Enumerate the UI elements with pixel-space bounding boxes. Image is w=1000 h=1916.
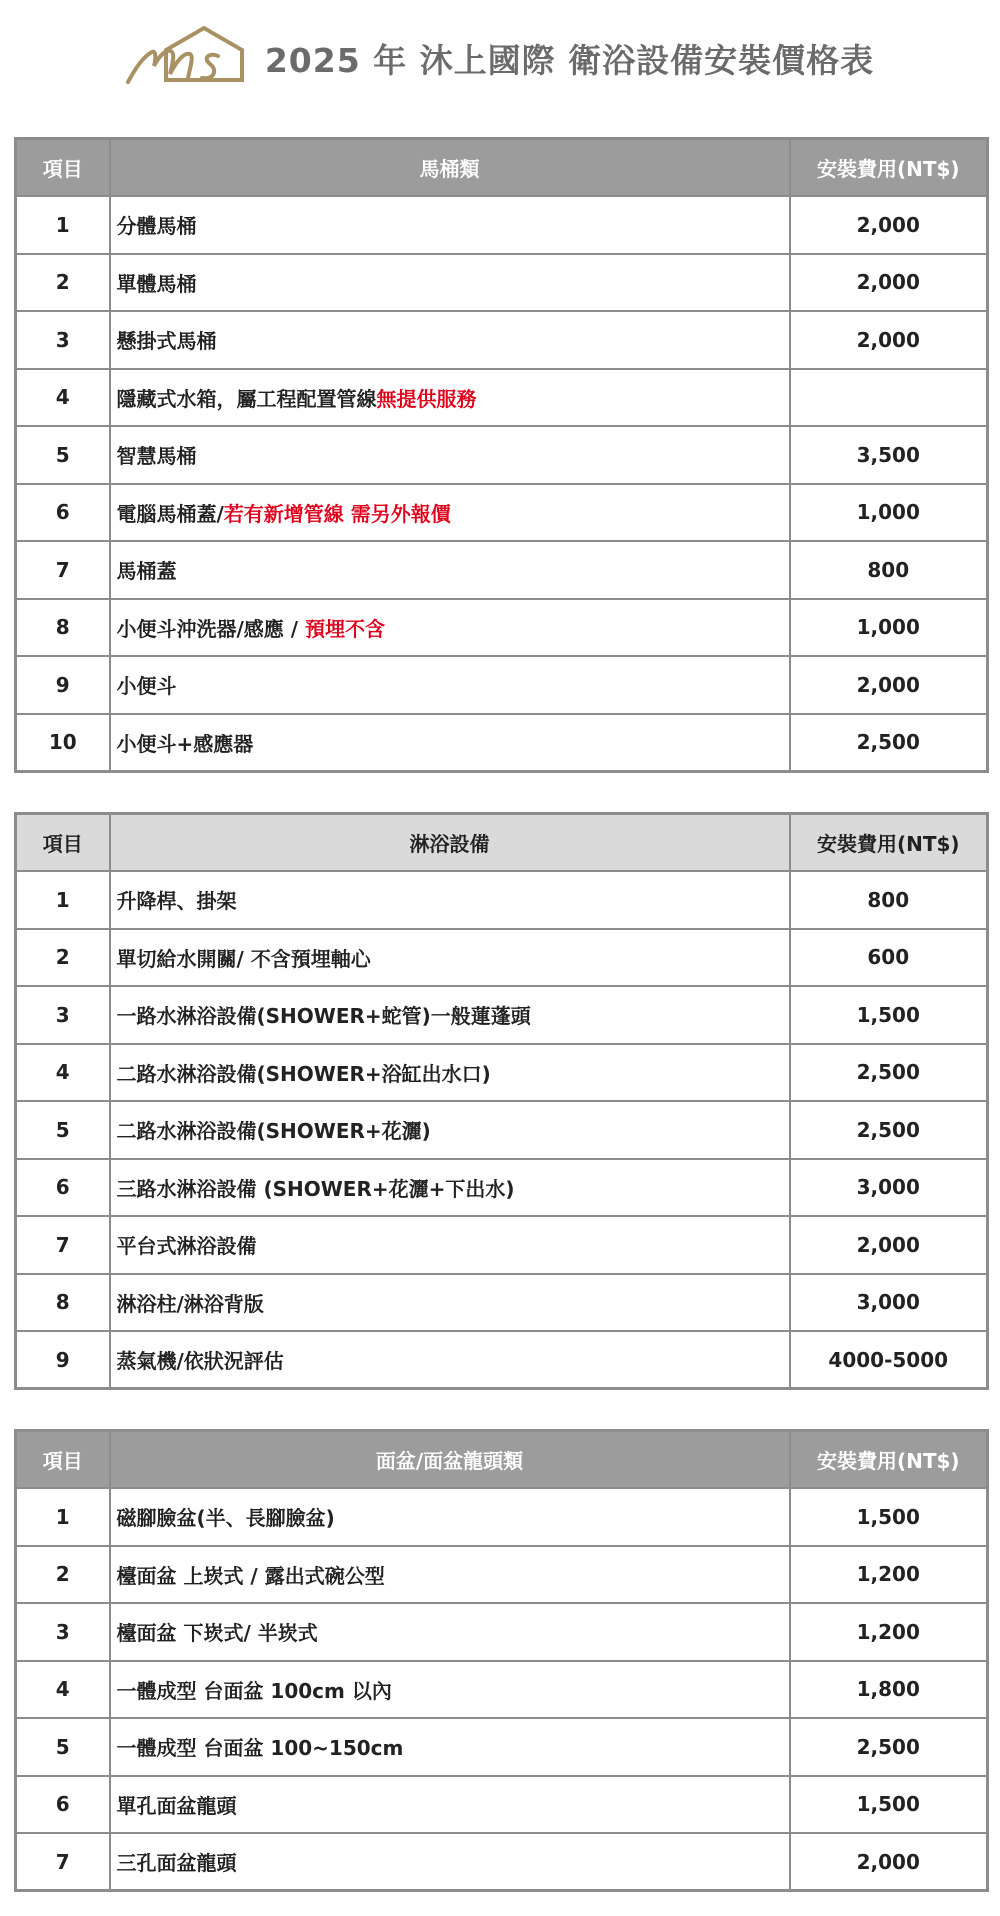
row-number: 7 [16,1833,110,1891]
table-row [16,369,988,427]
row-price: 3,000 [790,1159,988,1217]
row-item-name: 淋浴柱/淋浴背版 [110,1274,790,1332]
table-row [16,871,988,929]
row-number: 1 [16,196,110,254]
page-header [0,18,1000,98]
row-price: 1,000 [790,599,988,657]
row-number: 1 [16,871,110,929]
row-price: 2,000 [790,254,988,312]
col-header-fee: 安裝費用(NT$) [790,814,988,872]
row-number: 4 [16,1044,110,1102]
col-header-fee: 安裝費用(NT$) [790,139,988,197]
table-row [16,484,988,542]
row-number: 2 [16,1546,110,1604]
row-number: 6 [16,484,110,542]
row-price: 3,000 [790,1274,988,1332]
row-price: 1,500 [790,986,988,1044]
row-number: 7 [16,541,110,599]
item-name-text: 單體馬桶 [116,271,197,296]
row-item-name [110,656,790,714]
row-item-name [110,426,790,484]
table-row [16,1044,988,1102]
table-row [16,426,988,484]
table-row [16,1331,988,1389]
basin-price-table [14,1429,989,1892]
row-price: 3,500 [790,426,988,484]
table-row [16,1488,988,1546]
row-price: 4000-5000 [790,1331,988,1389]
table-row [16,714,988,772]
row-number: 9 [16,656,110,714]
row-number: 2 [16,254,110,312]
row-item-name [110,369,790,427]
row-price: 2,000 [790,311,988,369]
table-row [16,1274,988,1332]
table-row [16,599,988,657]
col-header-category: 面盆/面盆龍頭類 [110,1431,790,1489]
table-row [16,1159,988,1217]
item-name-text: 小便斗+感應器 [116,731,254,756]
row-item-name: 二路水淋浴設備(SHOWER+浴缸出水口) [110,1044,790,1102]
row-item-name: 平台式淋浴設備 [110,1216,790,1274]
row-item-name [110,714,790,772]
item-name-text: 隱藏式水箱，屬工程配置管線 [116,386,377,411]
table-row [16,986,988,1044]
toilet-price-table [14,137,989,773]
row-price: 1,800 [790,1661,988,1719]
item-name-text: 馬桶蓋 [116,559,177,584]
row-number: 8 [16,599,110,657]
row-number: 9 [16,1331,110,1389]
row-number: 1 [16,1488,110,1546]
row-number: 5 [16,426,110,484]
item-name-text: 懸掛式馬桶 [116,329,217,354]
row-price: 800 [790,541,988,599]
row-price: 600 [790,929,988,987]
row-price: 1,500 [790,1488,988,1546]
row-item-name: 磁腳臉盆(半、長腳臉盆) [110,1488,790,1546]
table-row [16,656,988,714]
row-number: 4 [16,1661,110,1719]
item-note-red: 預埋不含 [305,616,386,641]
row-item-name: 三孔面盆龍頭 [110,1833,790,1891]
row-number: 3 [16,986,110,1044]
table-row [16,1776,988,1834]
row-number: 3 [16,1603,110,1661]
row-price: 2,000 [790,1216,988,1274]
col-header-fee: 安裝費用(NT$) [790,1431,988,1489]
row-item-name: 一體成型 台面盆 100~150cm [110,1718,790,1776]
row-item-name: 檯面盆 上崁式 / 露出式碗公型 [110,1546,790,1604]
row-item-name: 單切給水開關/ 不含預埋軸心 [110,929,790,987]
row-number: 4 [16,369,110,427]
row-number: 10 [16,714,110,772]
col-header-category: 淋浴設備 [110,814,790,872]
row-price [790,369,988,427]
row-number: 6 [16,1159,110,1217]
table-row [16,196,988,254]
col-header-item: 項目 [16,814,110,872]
row-item-name [110,484,790,542]
item-name-text: 分體馬桶 [116,214,197,239]
row-item-name: 一路水淋浴設備(SHOWER+蛇管)一般蓮蓬頭 [110,986,790,1044]
table-row [16,1101,988,1159]
row-price: 1,500 [790,1776,988,1834]
table-row [16,1833,988,1891]
row-price: 2,000 [790,1833,988,1891]
ms-house-logo-icon [126,22,251,94]
row-price: 1,000 [790,484,988,542]
col-header-item: 項目 [16,1431,110,1489]
row-price: 2,000 [790,656,988,714]
item-note-red: 無提供服務 [376,386,477,411]
row-number: 5 [16,1718,110,1776]
row-item-name [110,311,790,369]
row-item-name: 二路水淋浴設備(SHOWER+花灑) [110,1101,790,1159]
row-price: 2,500 [790,1101,988,1159]
table-header-row [16,139,988,197]
row-item-name: 蒸氣機/依狀況評估 [110,1331,790,1389]
table-row [16,254,988,312]
row-number: 2 [16,929,110,987]
item-name-text: 小便斗沖洗器/感應 / [116,616,306,641]
col-header-item: 項目 [16,139,110,197]
table-row [16,1603,988,1661]
item-name-text: 智慧馬桶 [116,444,197,469]
row-item-name [110,254,790,312]
table-header-row [16,1431,988,1489]
item-note-red: 若有新增管線 需另外報價 [223,501,451,526]
row-item-name: 一體成型 台面盆 100cm 以內 [110,1661,790,1719]
row-price: 1,200 [790,1546,988,1604]
row-price: 2,500 [790,714,988,772]
table-row [16,1546,988,1604]
row-item-name: 單孔面盆龍頭 [110,1776,790,1834]
shower-price-table [14,812,989,1390]
row-item-name: 三路水淋浴設備 (SHOWER+花灑+下出水) [110,1159,790,1217]
table-row [16,1216,988,1274]
page-title: 2025 年 沐上國際 衛浴設備安裝價格表 [264,40,875,80]
row-price: 2,500 [790,1718,988,1776]
table-header-row [16,814,988,872]
row-price: 2,000 [790,196,988,254]
row-number: 6 [16,1776,110,1834]
row-item-name [110,541,790,599]
col-header-category: 馬桶類 [110,139,790,197]
table-row [16,1718,988,1776]
table-row [16,929,988,987]
row-price: 2,500 [790,1044,988,1102]
item-name-text: 小便斗 [116,674,177,699]
row-price: 1,200 [790,1603,988,1661]
row-price: 800 [790,871,988,929]
row-number: 5 [16,1101,110,1159]
row-number: 3 [16,311,110,369]
row-number: 7 [16,1216,110,1274]
table-row [16,541,988,599]
item-name-text: 電腦馬桶蓋/ [116,501,224,526]
row-item-name [110,196,790,254]
row-number: 8 [16,1274,110,1332]
row-item-name: 升降桿、掛架 [110,871,790,929]
row-item-name [110,599,790,657]
row-item-name: 檯面盆 下崁式/ 半崁式 [110,1603,790,1661]
table-row [16,311,988,369]
table-row [16,1661,988,1719]
